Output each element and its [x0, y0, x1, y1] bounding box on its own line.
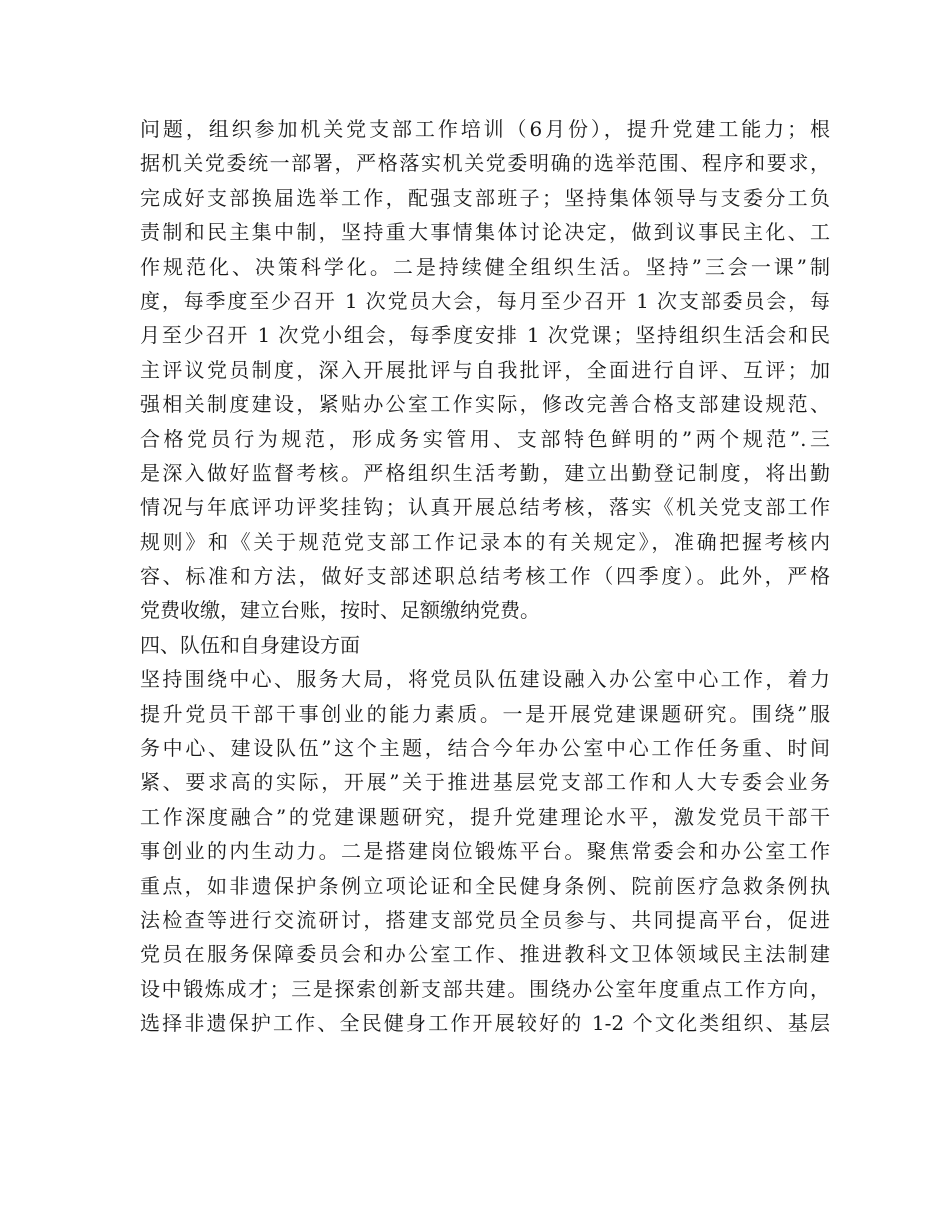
- body-text: [140, 112, 830, 1041]
- text-line-5: 作规范化、决策科学化。二是持续健全组织生活。坚持”三会一课”制: [140, 254, 830, 279]
- text-line-17: 坚持围绕中心、服务大局，将党员队伍建设融入办公室中心工作，着力: [140, 667, 830, 692]
- text-line-26: 设中锻炼成才；三是探索创新支部共建。围绕办公室年度重点工作方向，: [140, 976, 830, 1001]
- text-line-21: 工作深度融合”的党建课题研究，提升党建理论水平，激发党员干部干: [140, 804, 830, 829]
- text-line-19: 务中心、建设队伍”这个主题，结合今年办公室中心工作任务重、时间: [140, 736, 830, 761]
- text-line-6: 度，每季度至少召开 1 次党员大会，每月至少召开 1 次支部委员会，每: [140, 288, 830, 313]
- text-line-11: 是深入做好监督考核。严格组织生活考勤，建立出勤登记制度，将出勤: [140, 460, 830, 485]
- text-line-12: 情况与年底评功评奖挂钩；认真开展总结考核，落实《机关党支部工作: [140, 495, 830, 520]
- text-line-18: 提升党员干部干事创业的能力素质。一是开展党建课题研究。围绕”服: [140, 701, 830, 726]
- text-line-20: 紧、要求高的实际，开展”关于推进基层党支部工作和人大专委会业务: [140, 770, 830, 795]
- text-line-10: 合格党员行为规范，形成务实管用、支部特色鲜明的”两个规范”.三: [140, 426, 830, 451]
- text-line-13: 规则》和《关于规范党支部工作记录本的有关规定》，准确把握考核内: [140, 529, 830, 554]
- text-line-4: 责制和民主集中制，坚持重大事情集体讨论决定，做到议事民主化、工: [140, 220, 830, 245]
- text-line-1: 问题，组织参加机关党支部工作培训（6月份），提升党建工能力；根: [140, 117, 830, 141]
- text-line-25: 党员在服务保障委员会和办公室工作、推进教科文卫体领域民主法制建: [140, 942, 830, 967]
- text-line-24: 法检查等进行交流研讨，搭建支部党员全员参与、共同提高平台，促进: [140, 907, 830, 932]
- section-heading: 四、队伍和自身建设方面: [140, 632, 360, 657]
- text-line-14: 容、标准和方法，做好支部述职总结考核工作（四季度）。此外，严格: [140, 564, 830, 589]
- text-line-3: 完成好支部换届选举工作，配强支部班子；坚持集体领导与支委分工负: [140, 185, 830, 210]
- text-line-2: 据机关党委统一部署，严格落实机关党委明确的选举范围、程序和要求，: [140, 151, 830, 176]
- text-line-9: 强相关制度建设，紧贴办公室工作实际，修改完善合格支部建设规范、: [140, 392, 830, 417]
- text-line-27: 选择非遗保护工作、全民健身工作开展较好的 1-2 个文化类组织、基层: [140, 1011, 830, 1036]
- text-line-7: 月至少召开 1 次党小组会，每季度安排 1 次党课；坚持组织生活会和民: [140, 323, 830, 348]
- text-line-8: 主评议党员制度，深入开展批评与自我批评，全面进行自评、互评；加: [140, 357, 830, 382]
- text-line-22: 事创业的内生动力。二是搭建岗位锻炼平台。聚焦常委会和办公室工作: [140, 839, 830, 864]
- text-line-15: 党费收缴，建立台账，按时、足额缴纳党费。: [140, 598, 540, 623]
- text-line-23: 重点，如非遗保护条例立项论证和全民健身条例、院前医疗急救条例执: [140, 873, 830, 898]
